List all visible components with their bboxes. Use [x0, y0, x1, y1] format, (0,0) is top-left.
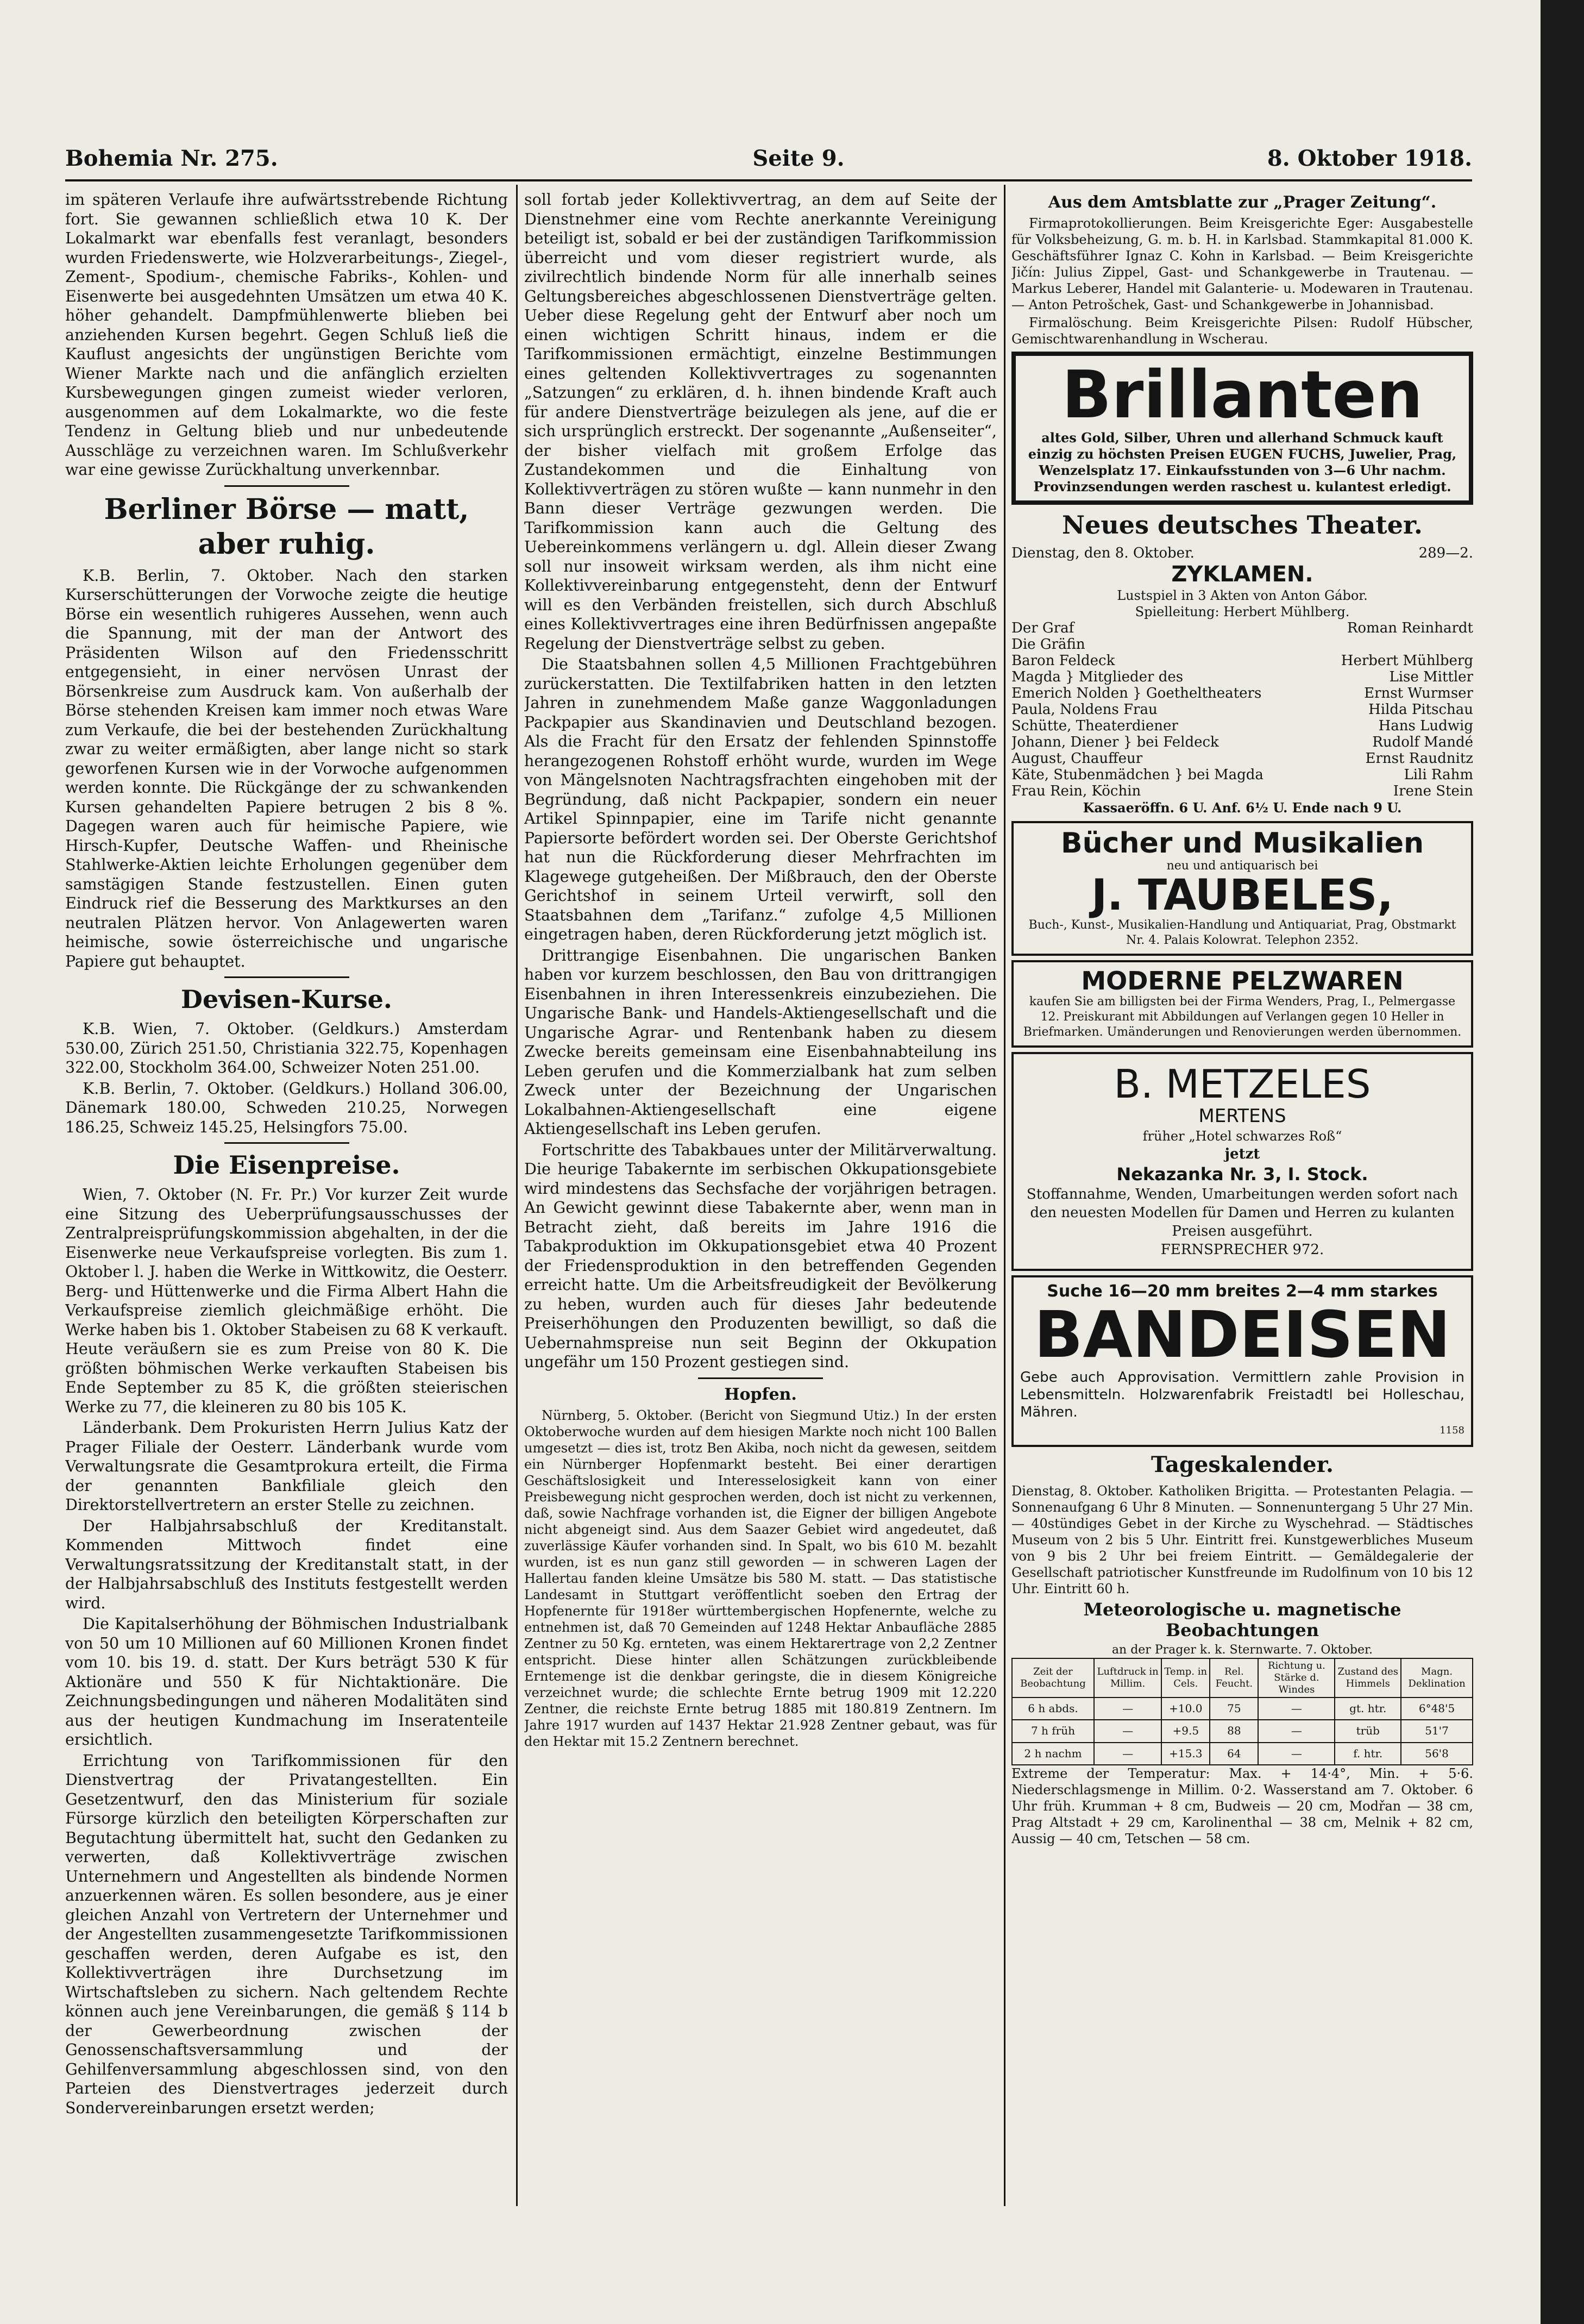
- cast-actor: Herbert Mühlberg: [1341, 653, 1473, 669]
- section-divider: [224, 485, 349, 487]
- cast-actor: Lili Rahm: [1404, 767, 1473, 783]
- berlin-text: K.B. Berlin, 7. Oktober. Nach den starken Kurserschütterungen der Vorwoche zeigte die heutige Börse ein wesentlich ruhigeres Aussehen, wenn auch die Spannung, mit der man der Antwort des Präsidenten Wilson auf den Friedensschritt entgegensieht, in einer nervösen Unrast der Börsenkreise zum Ausdruck kam. Von außerhalb der Börse stehenden Kreisen kam immer noch etwas Ware zum Verkaufe, die bei der bestehenden Zurückhaltung zwar zu weiter ermäßigten, aber lange nicht so stark geworfenen Kursen wie in der Vorwoche aufgenommen werden konnte. Die Rückgänge der zu schwankenden Kursen gehandelten Papiere betrugen 2 bis 8 %. Dagegen waren auch für heimische Papiere, wie Hirsch-Kupfer, Deutsche Waffen- und Rheinische Stahlwerke-Aktien leichte Erholungen gegenüber dem samstägigen Stande festzustellen. Einen guten Eindruck rief die Besserung des Marktkurses an den neutralen Plätzen hervor. Von Anlagewerten waren heimische, sowie österreichische und ungarische Papiere gut behauptet.: [65, 566, 508, 970]
- zyklamen-title: ZYKLAMEN.: [1171, 562, 1313, 587]
- theater-heading: Neues deutsches Theater.: [1062, 510, 1423, 540]
- column-2: [524, 190, 997, 2201]
- meteo-cell: 51'7: [1401, 1720, 1473, 1743]
- cast-list: [1011, 620, 1473, 799]
- cast-row: [1011, 669, 1473, 685]
- pelzwaren-text: kaufen Sie am billigsten bei der Firma Wenders, Prag, I., Pelmergasse 12. Preiskurant mit Abbildungen auf Verlangen gegen 10 Heller in Briefmarken. Umänderungen und Renovierungen werden übernommen.: [1023, 994, 1462, 1039]
- meteo-row: [1012, 1743, 1473, 1765]
- meteo-cell: +9.5: [1161, 1720, 1210, 1743]
- tarif-continued: soll fortab jeder Kollektivvertrag, an dem auf Seite der Dienstnehmer eine vom Rechte anerkannte Vereinigung beteiligt ist, sobald er bei der zuständigen Tarifkommission überreicht und vom dieser registriert wurde, als zivilrechtlich bindende Norm für alle innerhalb seines Geltungsbereiches abgeschlossenen Dienstverträge gelten. Ueber diese Regelung geht der Entwurf aber noch um einen wichtigen Schritt hinaus, indem er die Tarifkommissionen ermächtigt, einzelne Bestimmungen eines geltenden Kollektivvertrages zu sogenannten „Satzungen“ zu erklären, d. h. ihnen bindende Kraft auch für andere Dienstverträge beizulegen als jene, auf die er sich ursprünglich erstreckt. Der sogenannte „Außenseiter“, der bisher vielfach mit großem Erfolge das Zustandekommen und die Einhaltung von Kollektivverträgen zu stören wußte — kann nunmehr in den Bann dieser Verträge gezwungen werden. Die Tarifkommission kann auch die Geltung des Uebereinkommens verlängern u. dgl. Allein dieser Zwang soll nur insoweit wirksam werden, als ihm nicht eine Kollektivvereinbarung entgegensteht, denn der Entwurf will es den Verbänden freistellen, sich durch Abschluß eines Kollektivvertrages eine ihren Bedürfnissen angepaßte Regelung der Dienstverträge selbst zu geben.: [524, 191, 997, 653]
- zyklamen-subtitle: Lustspiel in 3 Akten von Anton Gábor.: [1117, 588, 1368, 603]
- section-divider: [224, 976, 349, 978]
- cast-actor: Hilda Pitschau: [1368, 701, 1473, 718]
- tarif-text: Errichtung von Tarifkommissionen für den Dienstvertrag der Privatangestellten. Ein Gesetzentwurf, den das Ministerium für soziale Fürsorge kürzlich den beteiligten Körperschaften zur Begutachtung übermittelt hat, sucht den Gedanken zu verwerten, daß Kollektivverträge zwischen Unternehmern und Angestellten als bindende Normen anzuerkennen wären. Es sollen besondere, aus je einer gleichen Anzahl von Vertretern der Unternehmer und der Angestellten zusammengesetzte Tarifkommissionen geschaffen werden, deren Aufgabe es ist, den Kollektivverträgen ihre Durchsetzung im Wirtschaftsleben zu sichern. Nach geltendem Rechte können auch jene Vereinbarungen, die gemäß § 114 b der Gewerbeordnung zwischen der Genossenschaftsversammlung und der Gehilfenversammlung abgeschlossen sind, von den Parteien des Dienstvertrages jederzeit durch Sondervereinbarungen ersetzt werden;: [65, 1751, 508, 2117]
- bandeisen-number: 1158: [1440, 1425, 1464, 1437]
- cast-role: Paula, Noldens Frau: [1011, 701, 1158, 718]
- meteo-cell: 6 h abds.: [1012, 1697, 1094, 1720]
- cast-role: Magda } Mitglieder des: [1011, 669, 1184, 685]
- meteo-heading: Meteorologische u. magnetische Beobachtungen: [1083, 1599, 1401, 1640]
- column-divider-1: [516, 185, 518, 2206]
- cast-row: [1011, 718, 1473, 734]
- meteo-cell: —: [1258, 1720, 1335, 1743]
- cast-role: Die Gräfin: [1011, 636, 1085, 653]
- taubeles-top: Bücher und Musikalien: [1060, 827, 1424, 860]
- meteo-header-row: [1012, 1658, 1473, 1697]
- meteo-column-header: Magn. Deklination: [1401, 1658, 1473, 1697]
- taubeles-sub: neu und antiquarisch bei: [1166, 859, 1318, 873]
- cast-actor: Irene Stein: [1393, 783, 1473, 799]
- scan-edge-strip: [1541, 0, 1584, 2324]
- pelzwaren-ad: [1011, 960, 1473, 1047]
- berlin-heading: Berliner Börse — matt, aber ruhig.: [104, 492, 469, 561]
- meteo-table: [1011, 1658, 1473, 1766]
- meteo-cell: —: [1258, 1743, 1335, 1765]
- bandeisen-title: BANDEISEN: [1034, 1297, 1451, 1373]
- theater-date: Dienstag, den 8. Oktober.: [1011, 545, 1195, 561]
- meteo-row: [1012, 1697, 1473, 1720]
- metzeles-ad: [1011, 1052, 1473, 1271]
- meteo-cell: 75: [1210, 1697, 1258, 1720]
- column-1: [65, 190, 508, 2201]
- cast-actor: Rudolf Mandé: [1372, 734, 1473, 750]
- kalender-text: Dienstag, 8. Oktober. Katholiken Brigitta. — Protestanten Pelagia. — Sonnenaufgang 6 Uhr 8 Minuten. — Sonnenuntergang 5 Uhr 27 Min. — 40stündiges Gebet in der Kirche zu Wyschehrad. — Städtisches Museum von 2 bis 5 Uhr. Eintritt frei. Kunstgewerbliches Museum von 9 bis 2 Uhr bei freiem Eintritt. — Gemäldegalerie der Gesellschaft patriotischer Kunstfreunde im Rudolfinum von 10 bis 12 Uhr. Eintritt 60 h.: [1011, 1483, 1473, 1596]
- cast-row: [1011, 783, 1473, 799]
- taubeles-ad: [1011, 821, 1473, 956]
- metzeles-address: Nekazanka Nr. 3, I. Stock.: [1116, 1164, 1368, 1185]
- cast-role: Johann, Diener } bei Feldeck: [1011, 734, 1219, 750]
- cast-actor: Roman Reinhardt: [1347, 620, 1473, 636]
- bandeisen-text: Gebe auch Approvisation. Vermittlern zahle Provision in Lebensmitteln. Holzwarenfabrik Freistadtl bei Holleschau, Mähren.: [1020, 1369, 1464, 1421]
- taubeles-small: Buch-, Kunst-, Musikalien-Handlung und Antiquariat, Prag, Obstmarkt Nr. 4. Palais Kolowrat. Telephon 2352.: [1028, 918, 1456, 948]
- meteo-body: [1012, 1697, 1473, 1765]
- meteo-cell: +10.0: [1161, 1697, 1210, 1720]
- meteo-cell: +15.3: [1161, 1743, 1210, 1765]
- brillanten-text: altes Gold, Silber, Uhren und allerhand Schmuck kauft einzig zu höchsten Preisen EUGEN FUCHS, Juwelier, Prag, Wenzelsplatz 17. Einkaufsstunden von 3—6 Uhr nachm. Provinzsendungen werden raschest u. kulantest erledigt.: [1028, 430, 1457, 494]
- eisen-heading: Die Eisenpreise.: [173, 1150, 400, 1180]
- meteo-column-header: Richtung u. Stärke d. Windes: [1258, 1658, 1335, 1697]
- meteo-column-header: Rel. Feucht.: [1210, 1658, 1258, 1697]
- metzeles-text: Stoffannahme, Wenden, Umarbeitungen werden sofort nach den neuesten Modellen für Damen und Herren zu kulanten Preisen ausgeführt.: [1026, 1186, 1459, 1240]
- cast-role: Emerich Nolden } Goetheltheaters: [1011, 685, 1262, 701]
- kalender-heading: Tageskalender.: [1151, 1451, 1334, 1477]
- meteo-row: [1012, 1720, 1473, 1743]
- devisen-wien: K.B. Wien, 7. Oktober. (Geldkurs.) Amsterdam 530.00, Zürich 251.50, Christiania 322.75, Kopenhagen 322.00, Stockholm 364.00, Schweizer Noten 251.00.: [65, 1020, 508, 1076]
- meteo-column-header: Temp. in Cels.: [1161, 1658, 1210, 1697]
- cast-row: [1011, 734, 1473, 750]
- cast-actor: Lise Mittler: [1389, 669, 1473, 685]
- meteo-cell: 2 h nachm: [1012, 1743, 1094, 1765]
- loeschung-text: Firmalöschung. Beim Kreisgerichte Pilsen: Rudolf Hübscher, Gemischtwarenhandlung in Wscherau.: [1011, 315, 1473, 347]
- column-divider-2: [1004, 185, 1005, 2206]
- metzeles-frueher: früher „Hotel schwarzes Roß“: [1142, 1129, 1342, 1144]
- header-page-number: Seite 9.: [752, 146, 845, 171]
- section-divider: [698, 1377, 823, 1379]
- cast-role: Schütte, Theaterdiener: [1011, 718, 1178, 734]
- cast-role: Frau Rein, Köchin: [1011, 783, 1141, 799]
- amtsblatt-text: Firmaprotokollierungen. Beim Kreisgerichte Eger: Ausgabestelle für Volksbeheizung, G. m. b. H. in Karlsbad. Stammkapital 81.000 K. Geschäftsführer Ignaz C. Kohn in Karlsbad. — Beim Kreisgerichte Jičín: Julius Zippel, Gast- und Schankgewerbe in Trautenau. — Markus Leberer, Handel mit Galanterie- u. Modewaren in Trautenau. — Anton Petrošchek, Gast- und Schankgewerbe in Johannisbad.: [1011, 216, 1473, 312]
- metzeles-phone: FERNSPRECHER 972.: [1160, 1242, 1324, 1258]
- brillanten-title: Brillanten: [1061, 358, 1423, 433]
- meteo-cell: —: [1094, 1743, 1161, 1765]
- cast-row: [1011, 701, 1473, 718]
- meteo-cell: 88: [1210, 1720, 1258, 1743]
- theater-date-row: [1011, 545, 1473, 561]
- halbjahr-text: Der Halbjahrsabschluß der Kreditanstalt. Kommenden Mittwoch findet eine Verwaltungsratssitzung der Kreditanstalt statt, in der der Halbjahrsabschluß des Instituts festgestellt werden wird.: [65, 1517, 508, 1612]
- section-divider: [224, 1142, 349, 1144]
- hopfen-text: Nürnberg, 5. Oktober. (Bericht von Siegmund Utiz.) In der ersten Oktoberwoche wurden auf dem hiesigen Markte noch nicht 100 Ballen umgesetzt — dies ist, trotz Ben Akiba, noch nicht da gewesen, seitdem ein Nürnberger Hopfenmarkt besteht. Bei einer derartigen Geschäftslosigkeit und Interesselosigkeit kann von einer Preisbewegung nicht gesprochen werden, doch ist nicht zu verkennen, daß, sowie Nachfrage vorhanden ist, die Eigner der billigen Angebote nicht abgeneigt sind. Aus dem Saazer Gebiet wird angedeutet, daß zuverlässige Käufer vorhanden sind. In Spalt, wo bis 610 M. bezahlt wurden, ist es nun ganz still geworden — in schweren Lagen der Hallertau fanden kleine Umsätze bis 580 M. statt. — Das statistische Landesamt in Stuttgart veröffentlicht soeben den Ertrag der Hopfenernte für 1918er württembergischen Hopfenernte, welche zu entnehmen ist, daß 70 Gemeinden auf 1248 Hektar Anbaufläche 2885 Zentner zu 50 Kg. ernteten, was einem Hektarertrage von 2,2 Zentner entspricht. Diese hinter allen Schätzungen zurückbleibende Erntemenge ist die denkbar geringste, die in diesem Königreiche verzeichnet wurde; die schlechte Ernte betrug 1909 mit 12.220 Zentner, die reichste Ernte betrug 1885 mit 180.819 Zentnern. Im Jahre 1917 wurden auf 1437 Hektar 21.928 Zentner gebaut, was für den Hektar mit 15.2 Zentnern berechnet.: [524, 1407, 997, 1749]
- meteo-cell: trüb: [1335, 1720, 1401, 1743]
- metzeles-mertens: MERTENS: [1198, 1105, 1286, 1127]
- drittrangige-text: Drittrangige Eisenbahnen. Die ungarischen Banken haben vor kurzem beschlossen, den Bau von drittrangigen Eisenbahnen in ihren Interessenkreis einzubeziehen. Die Ungarische Bank- und Handels-Aktiengesellschaft und die Ungarische Agrar- und Rentenbank haben zu diesem Zwecke bereits gemeinsam eine Eisenbahnabteilung ins Leben gerufen und die Kommerzialbank hat zum selben Zweck unter der Bezeichnung der Ungarischen Lokalbahnen-Aktiengesellschaft eine eigene Aktiengesellschaft ins Leben gerufen.: [524, 946, 997, 1138]
- meteo-cell: 6°48'5: [1401, 1697, 1473, 1720]
- meteo-cell: —: [1094, 1720, 1161, 1743]
- devisen-berlin: K.B. Berlin, 7. Oktober. (Geldkurs.) Holland 306.00, Dänemark 180.00, Schweden 210.25, Norwegen 186.25, Schweiz 145.25, Helsingfors 75.00.: [65, 1079, 508, 1136]
- zyklamen-regie: Spielleitung: Herbert Mühlberg.: [1135, 604, 1350, 619]
- devisen-heading: Devisen-Kurse.: [181, 985, 392, 1014]
- cast-role: Der Graf: [1011, 620, 1074, 636]
- cast-row: [1011, 636, 1473, 653]
- meteo-cell: 7 h früh: [1012, 1720, 1094, 1743]
- cast-role: Baron Feldeck: [1011, 653, 1115, 669]
- meteo-cell: 56'8: [1401, 1743, 1473, 1765]
- cast-actor: Ernst Raudnitz: [1365, 750, 1473, 767]
- meteo-column-header: Zustand des Himmels: [1335, 1658, 1401, 1697]
- theater-number: 289—2.: [1418, 545, 1473, 561]
- cast-actor: Hans Ludwig: [1378, 718, 1473, 734]
- staatsbahnen-text: Die Staatsbahnen sollen 4,5 Millionen Frachtgebühren zurückerstatten. Die Textilfabriken hatten in den letzten Jahren in zunehmendem Maße ganze Waggonladungen Packpapier aus Skandinavien und Deutschland bezogen. Als die Fracht für den Ersatz der fehlenden Spinnstoffe herangezogenen Rohstoff erhöht wurde, wurden im Wege von Mängelsnoten Nachtragsfrachten eingehoben mit der Begründung, daß nicht Packpapier, sondern ein neuer Artikel Spinnpapier, eine im Tarife nicht genannte Papiersorte befördert worden sei. Der Oberste Gerichtshof hat nun die Rückforderung dieser Mehrfrachten im Klagewege gutgeheißen. Der Mißbrauch, den der Oberste Gerichtshof in seinem Urteil verwirft, soll den Staatsbahnen dem „Tarifanz.“ zufolge 4,5 Millionen eingetragen haben, deren Rückforderung jetzt möglich ist.: [524, 655, 997, 943]
- header-rule: [65, 179, 1472, 181]
- cast-row: [1011, 767, 1473, 783]
- metzeles-name: B. METZELES: [1114, 1061, 1371, 1107]
- bandeisen-ad: [1011, 1275, 1473, 1446]
- cast-row: [1011, 620, 1473, 636]
- brillanten-ad: [1011, 352, 1473, 505]
- amtsblatt-heading: Aus dem Amtsblatte zur „Prager Zeitung“.: [1048, 193, 1437, 212]
- cast-row: [1011, 750, 1473, 767]
- cast-role: August, Chauffeur: [1011, 750, 1143, 767]
- meteo-text: Extreme der Temperatur: Max. + 14·4°, Min. + 5·6. Niederschlagsmenge in Millim. 0·2. Wasserstand am 7. Oktober. 6 Uhr früh. Krumman + 8 cm, Budweis — 20 cm, Modřan — 38 cm, Prag Altstadt + 29 cm, Karolinenthal — 38 cm, Melnik + 82 cm, Aussig — 40 cm, Tetschen — 58 cm.: [1011, 1766, 1473, 1847]
- cast-actor: Ernst Wurmser: [1364, 685, 1473, 701]
- theater-times: Kassaeröffn. 6 U. Anf. 6½ U. Ende nach 9 U.: [1083, 800, 1402, 816]
- column-3: [1011, 190, 1473, 2201]
- hopfen-heading: Hopfen.: [724, 1385, 797, 1404]
- market-intro: im späteren Verlaufe ihre aufwärtsstrebende Richtung fort. Sie gewannen schließlich etwa 10 K. Der Lokalmarkt war ebenfalls fest veranlagt, besonders wurden Friedenswerte, wie Holzverarbeitungs-, Ziegel-, Zement-, Spodium-, chemische Fabriks-, Kohlen- und Eisenwerte bei ausgedehnten Umsätzen um etwa 40 K. höher gehandelt. Dampfmühlenwerte blieben bei anziehenden Kursen begehrt. Gegen Schluß ließ die Kauflust angesichts der ungünstigen Berichte vom Wiener Markte nach und die anfänglich erzielten Kursbewegungen gingen zumeist wieder verloren, ausgenommen auf dem Lokalmarkte, wo die feste Tendenz in Geltung blieb und nur unbedeutende Ausschläge zu verzeichnen waren. Im Schlußverkehr war eine gewisse Zurückhaltung unverkennbar.: [65, 191, 508, 479]
- pelzwaren-title: MODERNE PELZWAREN: [1081, 966, 1404, 996]
- meteo-cell: gt. htr.: [1335, 1697, 1401, 1720]
- meteo-column-header: Zeit der Beobachtung: [1012, 1658, 1094, 1697]
- meteo-cell: f. htr.: [1335, 1743, 1401, 1765]
- tabakbau-text: Fortschritte des Tabakbaues unter der Militärverwaltung. Die heurige Tabakernte im serbischen Okkupationsgebiete wird mindestens das Sechsfache der vorjährigen betragen. An Gewicht gewinnt diese Tabakernte aber, wenn man in Betracht zieht, daß bereits im Jahre 1916 die Tabakproduktion im Okkupationsgebiet etwa 40 Prozent der Friedensproduktion in den betreffenden Gegenden erreicht hatte. Um die Arbeitsfreudigkeit der Bevölkerung zu heben, wurden auch für dieses Jahr bedeutende Preiserhöhungen den Produzenten bewilligt, so daß die Uebernahmspreise nun seit Beginn der Okkupation ungefähr um 150 Prozent gestiegen sind.: [524, 1141, 997, 1371]
- meteo-cell: 64: [1210, 1743, 1258, 1765]
- taubeles-name: J. TAUBELES,: [1091, 870, 1393, 920]
- meteo-cell: —: [1258, 1697, 1335, 1720]
- cast-role: Käte, Stubenmädchen } bei Magda: [1011, 767, 1264, 783]
- meteo-column-header: Luftdruck in Millim.: [1094, 1658, 1161, 1697]
- bandeisen-top: Suche 16—20 mm breites 2—4 mm starkes: [1047, 1282, 1438, 1301]
- laenderbank-text: Länderbank. Dem Prokuristen Herrn Julius Katz der Prager Filiale der Oesterr. Länderbank wurde vom Verwaltungsrate die Gesamtprokura erteilt, die Firma der genannten Bankfiliale gleich den Direktorstellvertretern an erster Stelle zu zeichnen.: [65, 1419, 508, 1514]
- meteo-subheading: an der Prager k. k. Sternwarte. 7. Oktober.: [1111, 1643, 1373, 1657]
- eisen-text: Wien, 7. Oktober (N. Fr. Pr.) Vor kurzer Zeit wurde eine Sitzung des Ueberprüfungsausschusses der Zentralpreisprüfungskommission abgehalten, in der die Eisenwerke neue Verkaufspreise vorlegten. Bis zum 1. Oktober l. J. haben die Werke in Wittkowitz, die Oesterr. Berg- und Hüttenwerke und die Firma Albert Hahn die Verkaufspreise ziemlich gleichmäßige erhöht. Die Werke haben bis 1. Oktober Stabeisen zu 68 K verkauft. Heute veräußern sie es zum Preise von 80 K. Die größten böhmischen Werke verkauften Stabeisen bis Ende September zu 85 K, die größten steierischen Werke zu 77, die kleineren zu 80 bis 105 K.: [65, 1186, 508, 1416]
- header-issue: Bohemia Nr. 275.: [65, 146, 278, 171]
- cast-row: [1011, 685, 1473, 701]
- kapital-text: Die Kapitalserhöhung der Böhmischen Industrialbank von 50 um 10 Millionen auf 60 Millionen Kronen findet vom 10. bis 19. d. statt. Der Kurs beträgt 530 K für Aktionäre und 550 K für Nichtaktionäre. Die Zeichnungsbedingungen und näheren Modalitäten sind aus der heutigen Kundmachung im Inseratenteile ersichtlich.: [65, 1615, 508, 1749]
- header-date: 8. Oktober 1918.: [1267, 146, 1472, 171]
- meteo-cell: —: [1094, 1697, 1161, 1720]
- metzeles-jetzt: jetzt: [1224, 1146, 1260, 1163]
- cast-row: [1011, 653, 1473, 669]
